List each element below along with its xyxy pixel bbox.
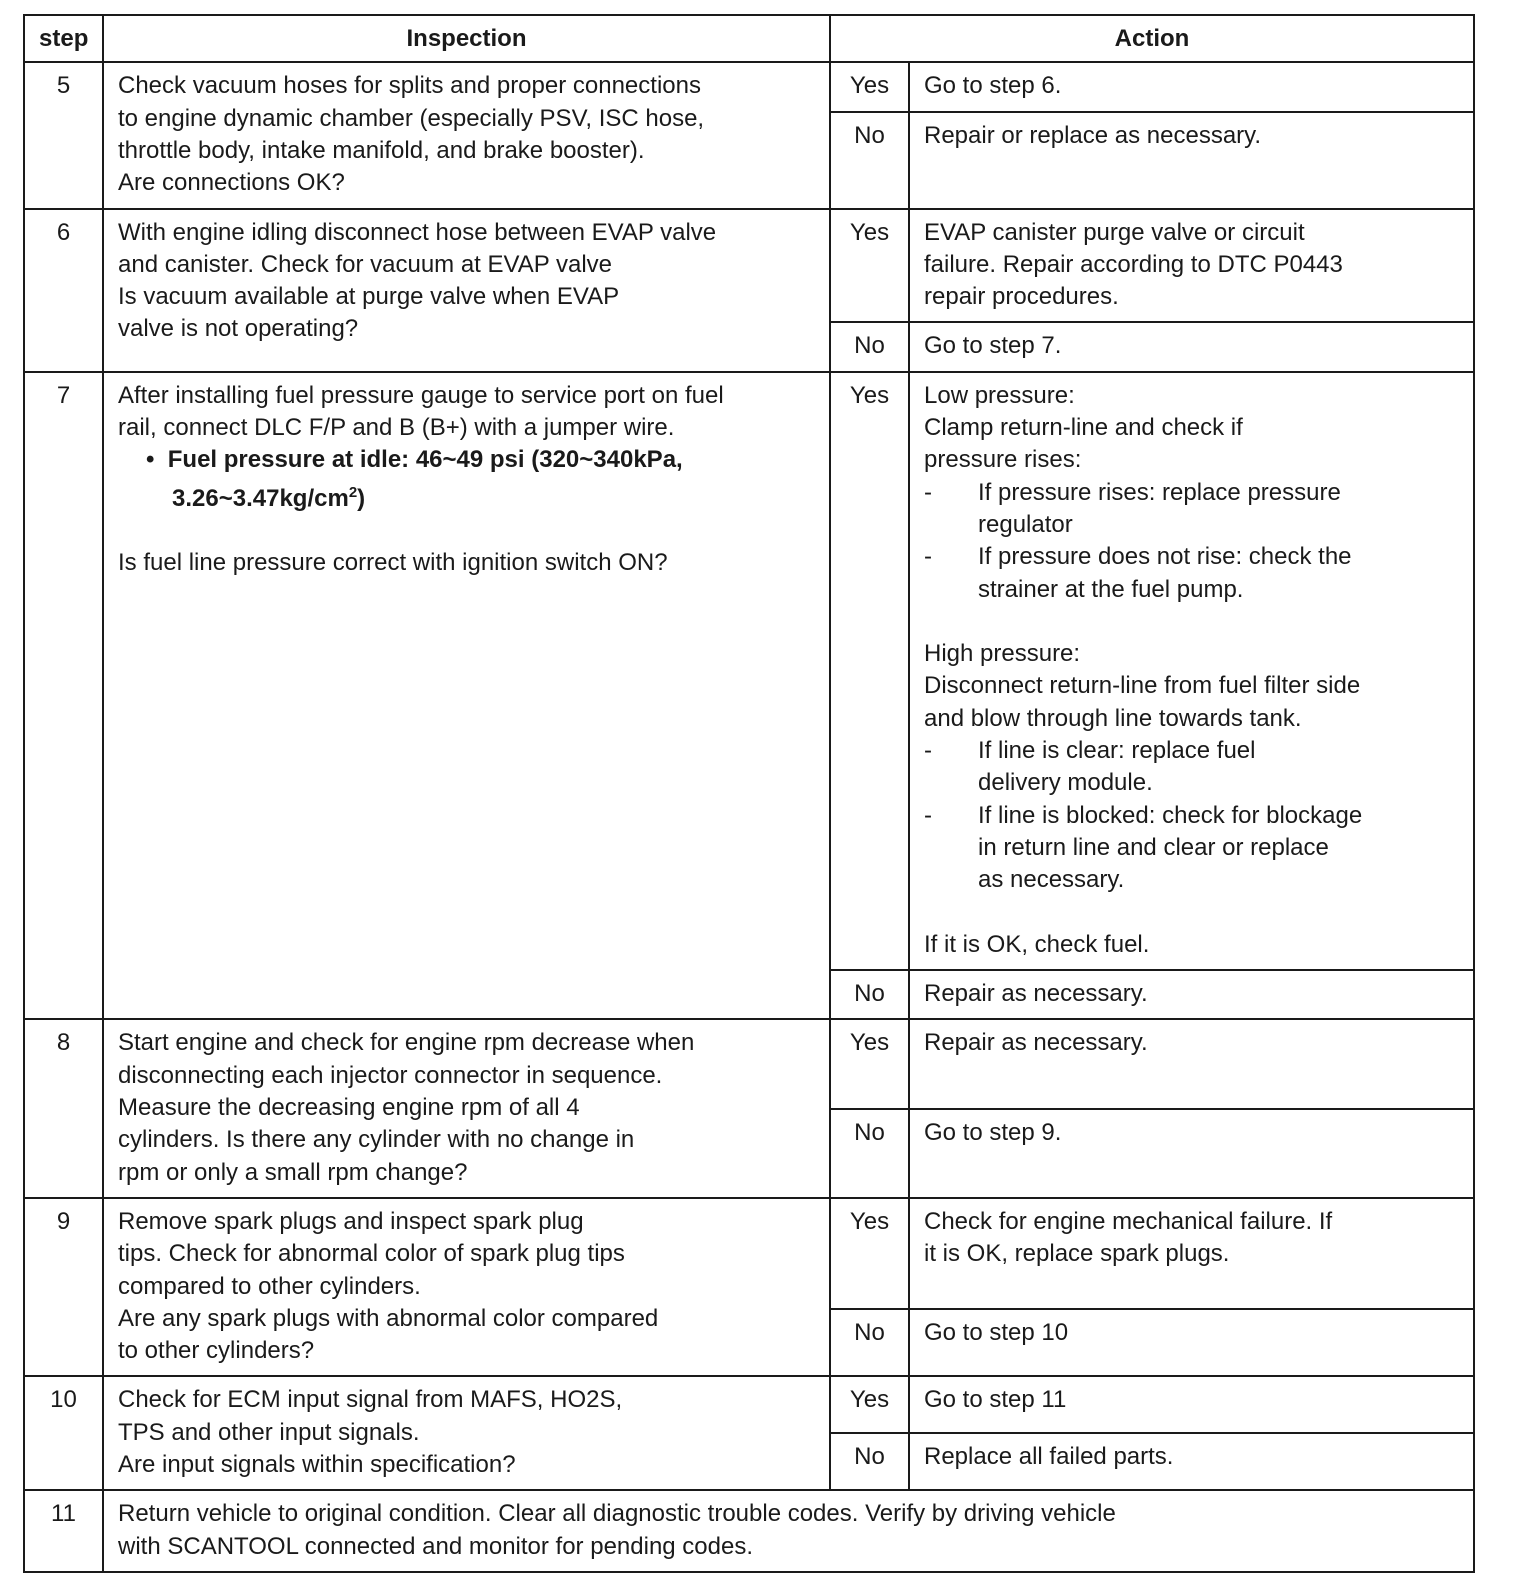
inspection-line: Are input signals within specification? [118,1450,516,1478]
action-line: repair procedures. [924,283,1119,311]
inspection-cell [103,1376,830,1490]
spacer [924,606,1459,638]
inspection-line: rail, connect DLC F/P and B (B+) with a jumper wire. [118,414,675,442]
inspection-line: Are any spark plugs with abnormal color compared [118,1304,659,1332]
header-inspection: Inspection [103,15,830,62]
fuel-pressure-spec [118,444,815,476]
inspection-line: With engine idling disconnect hose between EVAP valve [118,218,717,246]
inspection-cell [103,1019,830,1197]
table-row [24,62,1474,111]
no-action: Go to step 7. [909,322,1474,371]
no-action: Replace all failed parts. [909,1433,1474,1490]
ok-note: If it is OK, check fuel. [924,930,1150,958]
header-step: step [24,15,103,62]
action-line: EVAP canister purge valve or circuit [924,218,1305,246]
list-item [924,541,1459,606]
inspection-line: Remove spark plugs and inspect spark plug [118,1207,584,1235]
inspection-cell [103,372,830,1020]
no-action: Go to step 9. [909,1109,1474,1198]
spacer [924,897,1459,929]
list-item-line: If line is clear: replace fuel [978,737,1256,765]
inspection-line: rpm or only a small rpm change? [118,1158,468,1186]
yes-label: Yes [830,209,909,323]
yes-action: Go to step 6. [909,62,1474,111]
spec-line-1: Fuel pressure at idle: 46~49 psi (320~340kPa, [167,446,683,474]
spec-line-2a: 3.26~3.47kg/cm [172,484,349,512]
list-item-line: If line is blocked: check for blockage [978,801,1363,829]
inspection-line: compared to other cylinders. [118,1272,421,1300]
no-action: Repair as necessary. [909,970,1474,1019]
inspection-line: Start engine and check for engine rpm decrease when [118,1029,695,1057]
no-label: No [830,1433,909,1490]
yes-label: Yes [830,1019,909,1108]
action-line: it is OK, replace spark plugs. [924,1240,1230,1268]
inspection-line: to engine dynamic chamber (especially PSV, ISC hose, [118,104,705,132]
action-line: Clamp return-line and check if [924,414,1243,442]
list-item-line: regulator [978,510,1073,538]
spec-superscript: 2 [348,483,358,501]
yes-label: Yes [830,1198,909,1309]
inspection-line: and canister. Check for vacuum at EVAP valve [118,250,613,278]
step-number: 11 [24,1490,103,1572]
list-item-line: in return line and clear or replace [978,833,1329,861]
step-number: 9 [24,1198,103,1376]
inspection-line: Measure the decreasing engine rpm of all 4 [118,1094,580,1122]
yes-action [909,209,1474,323]
inspection-cell [103,62,830,208]
yes-action: Repair as necessary. [909,1019,1474,1108]
final-line: Return vehicle to original condition. Clear all diagnostic trouble codes. Verify by driving vehicle [118,1500,1116,1528]
header-row [24,15,1474,62]
table-row [24,209,1474,323]
final-line: with SCANTOOL connected and monitor for pending codes. [118,1532,754,1560]
action-line: failure. Repair according to DTC P0443 [924,250,1343,278]
inspection-line: Check for ECM input signal from MAFS, HO2S, [118,1386,623,1414]
step-number: 8 [24,1019,103,1197]
yes-label: Yes [830,62,909,111]
inspection-line: TPS and other input signals. [118,1418,420,1446]
dash-mark: - [924,543,932,571]
dash-mark: - [924,801,932,829]
inspection-line: to other cylinders? [118,1337,315,1365]
inspection-line: disconnecting each injector connector in sequence. [118,1061,663,1089]
inspection-line: After installing fuel pressure gauge to service port on fuel [118,381,724,409]
spec-line-2b: ) [357,484,366,512]
no-label: No [830,1309,909,1376]
no-label: No [830,1109,909,1198]
no-action: Go to step 10 [909,1309,1474,1376]
inspection-line: tips. Check for abnormal color of spark plug tips [118,1240,625,1268]
table-row [24,372,1474,970]
inspection-line: Check vacuum hoses for splits and proper connections [118,72,701,100]
step-number: 5 [24,62,103,208]
list-item-line: as necessary. [978,866,1125,894]
fuel-pressure-spec-cont [118,477,815,515]
no-label: No [830,970,909,1019]
yes-action [909,372,1474,970]
dash-mark: - [924,478,932,506]
header-action: Action [830,15,1474,62]
list-item [924,800,1459,897]
low-pressure-title: Low pressure: [924,381,1075,409]
spacer [118,515,815,547]
step-number: 6 [24,209,103,372]
list-item [924,477,1459,542]
table-row [24,1376,1474,1433]
inspection-line: Is vacuum available at purge valve when EVAP [118,283,620,311]
inspection-line: cylinders. Is there any cylinder with no change in [118,1126,635,1154]
table-row [24,1490,1474,1572]
no-label: No [830,322,909,371]
diagnostic-table [23,14,1475,1573]
no-action: Repair or replace as necessary. [909,112,1474,209]
yes-label: Yes [830,1376,909,1433]
dash-mark: - [924,737,932,765]
bullet-mark: • [146,446,155,474]
high-pressure-title: High pressure: [924,640,1081,668]
inspection-line: Are connections OK? [118,169,345,197]
yes-label: Yes [830,372,909,970]
action-line: Check for engine mechanical failure. If [924,1207,1333,1235]
action-line: and blow through line towards tank. [924,704,1302,732]
final-step-text [103,1490,1474,1572]
inspection-question: Is fuel line pressure correct with ignition switch ON? [118,549,668,577]
step-number: 7 [24,372,103,1020]
yes-action: Go to step 11 [909,1376,1474,1433]
list-item-line: If pressure does not rise: check the [978,543,1352,571]
action-line: Disconnect return-line from fuel filter side [924,672,1361,700]
inspection-line: throttle body, intake manifold, and brake booster). [118,136,645,164]
list-item-line: strainer at the fuel pump. [978,575,1244,603]
step-number: 10 [24,1376,103,1490]
table-row [24,1019,1474,1108]
action-line: pressure rises: [924,446,1082,474]
no-label: No [830,112,909,209]
list-item [924,735,1459,800]
inspection-cell [103,1198,830,1376]
yes-action [909,1198,1474,1309]
inspection-line: valve is not operating? [118,315,359,343]
table-row [24,1198,1474,1309]
inspection-cell [103,209,830,372]
list-item-line: If pressure rises: replace pressure [978,478,1341,506]
list-item-line: delivery module. [978,769,1153,797]
